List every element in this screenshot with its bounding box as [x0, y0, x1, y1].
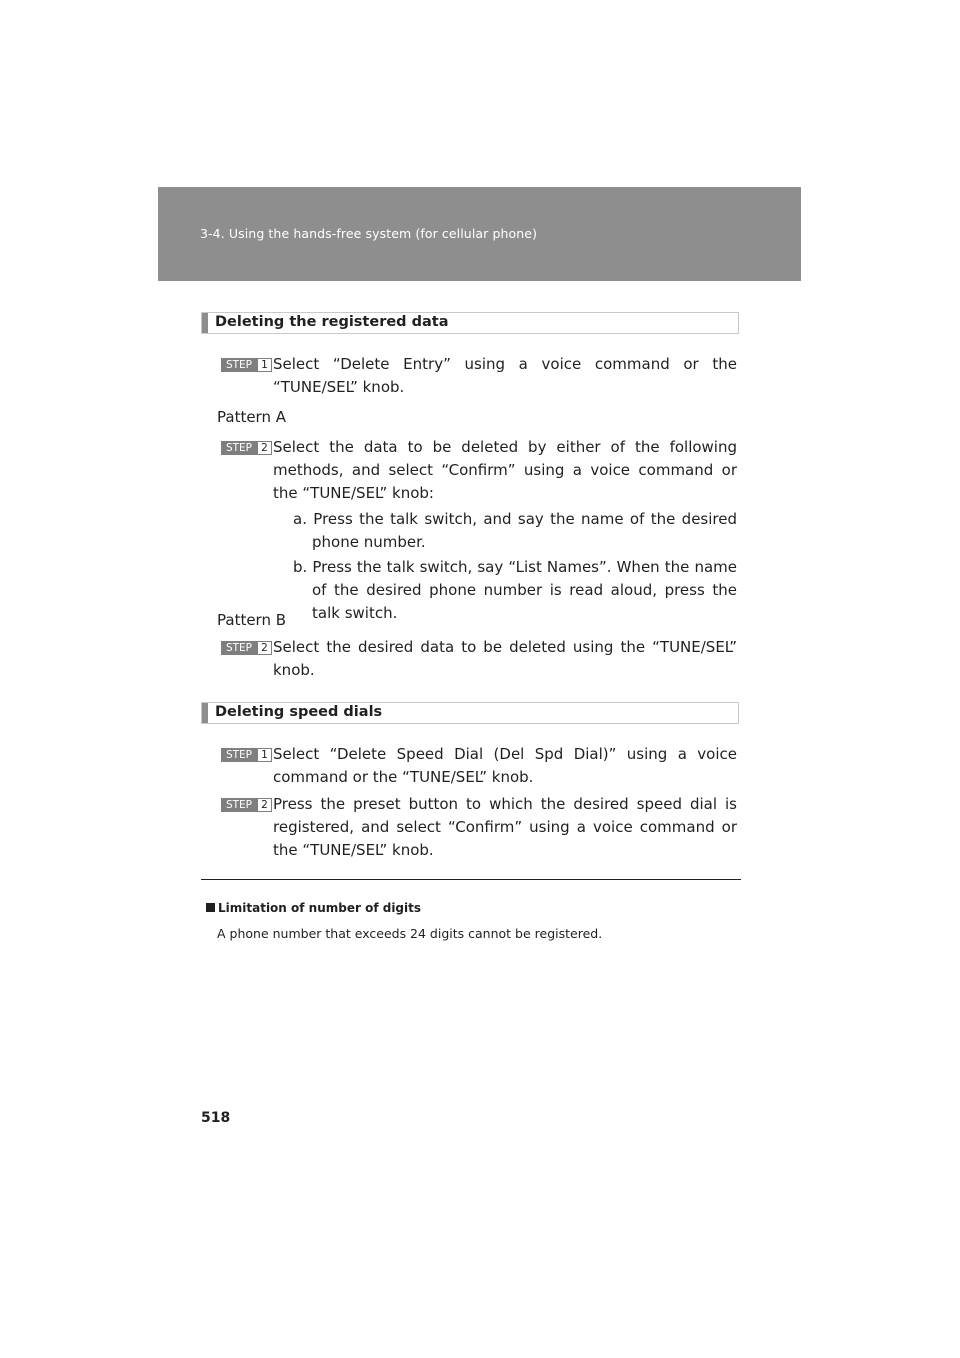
step-badge-number: 1: [257, 358, 272, 372]
step-text: Select “Delete Entry” using a voice command or the “TUNE/SEL” knob.: [273, 355, 737, 396]
step-badge: [221, 798, 272, 812]
step-text: Select the desired data to be deleted using the “TUNE/SEL” knob.: [273, 638, 737, 679]
step-badge: [221, 358, 272, 372]
step-badge-number: 2: [257, 441, 272, 455]
step-badge: [221, 748, 272, 762]
section-accent-bar: [202, 703, 208, 723]
pattern-label: Pattern A: [217, 408, 286, 426]
step-badge: [221, 641, 272, 655]
pattern-label: Pattern B: [217, 611, 287, 629]
step-badge: [221, 441, 272, 455]
method-item-a: a. Press the talk switch, and say the name of the desired phone number.: [293, 510, 737, 551]
step-badge-word: STEP: [221, 748, 257, 762]
note-title-text: Limitation of number of digits: [218, 901, 422, 915]
note-heading: [206, 901, 421, 915]
step-badge-word: STEP: [221, 441, 257, 455]
section-title: Deleting speed dials: [215, 704, 383, 720]
chapter-title: 3-4. Using the hands-free system (for cellular phone): [200, 226, 538, 241]
step-badge-word: STEP: [221, 358, 257, 372]
step-badge-word: STEP: [221, 641, 257, 655]
note-body: A phone number that exceeds 24 digits cannot be registered.: [217, 926, 603, 941]
section-heading-deleting-speed-dials: [201, 702, 739, 724]
step-badge-number: 2: [257, 641, 272, 655]
step-badge-number: 1: [257, 748, 272, 762]
step-text: Press the preset button to which the desired speed dial is registered, and select “Confirm” using a voice command or the “TUNE/SEL” knob.: [273, 795, 737, 859]
section-title: Deleting the registered data: [215, 314, 449, 330]
step-badge-word: STEP: [221, 798, 257, 812]
section-accent-bar: [202, 313, 208, 333]
chapter-header-band: [158, 187, 801, 281]
square-bullet-icon: [206, 903, 215, 912]
step-text: Select the data to be deleted by either of the following methods, and select “Confirm” using a voice command or the “TUNE/SEL” knob:: [273, 438, 737, 502]
section-heading-deleting-registered-data: [201, 312, 739, 334]
step-badge-number: 2: [257, 798, 272, 812]
page-number: 518: [201, 1110, 231, 1126]
step-text: Select “Delete Speed Dial (Del Spd Dial)” using a voice command or the “TUNE/SEL” knob.: [273, 745, 737, 786]
note-divider: [201, 879, 741, 880]
method-item-b: b. Press the talk switch, say “List Names”. When the name of the desired phone number is read aloud, press the talk switch.: [293, 558, 737, 622]
